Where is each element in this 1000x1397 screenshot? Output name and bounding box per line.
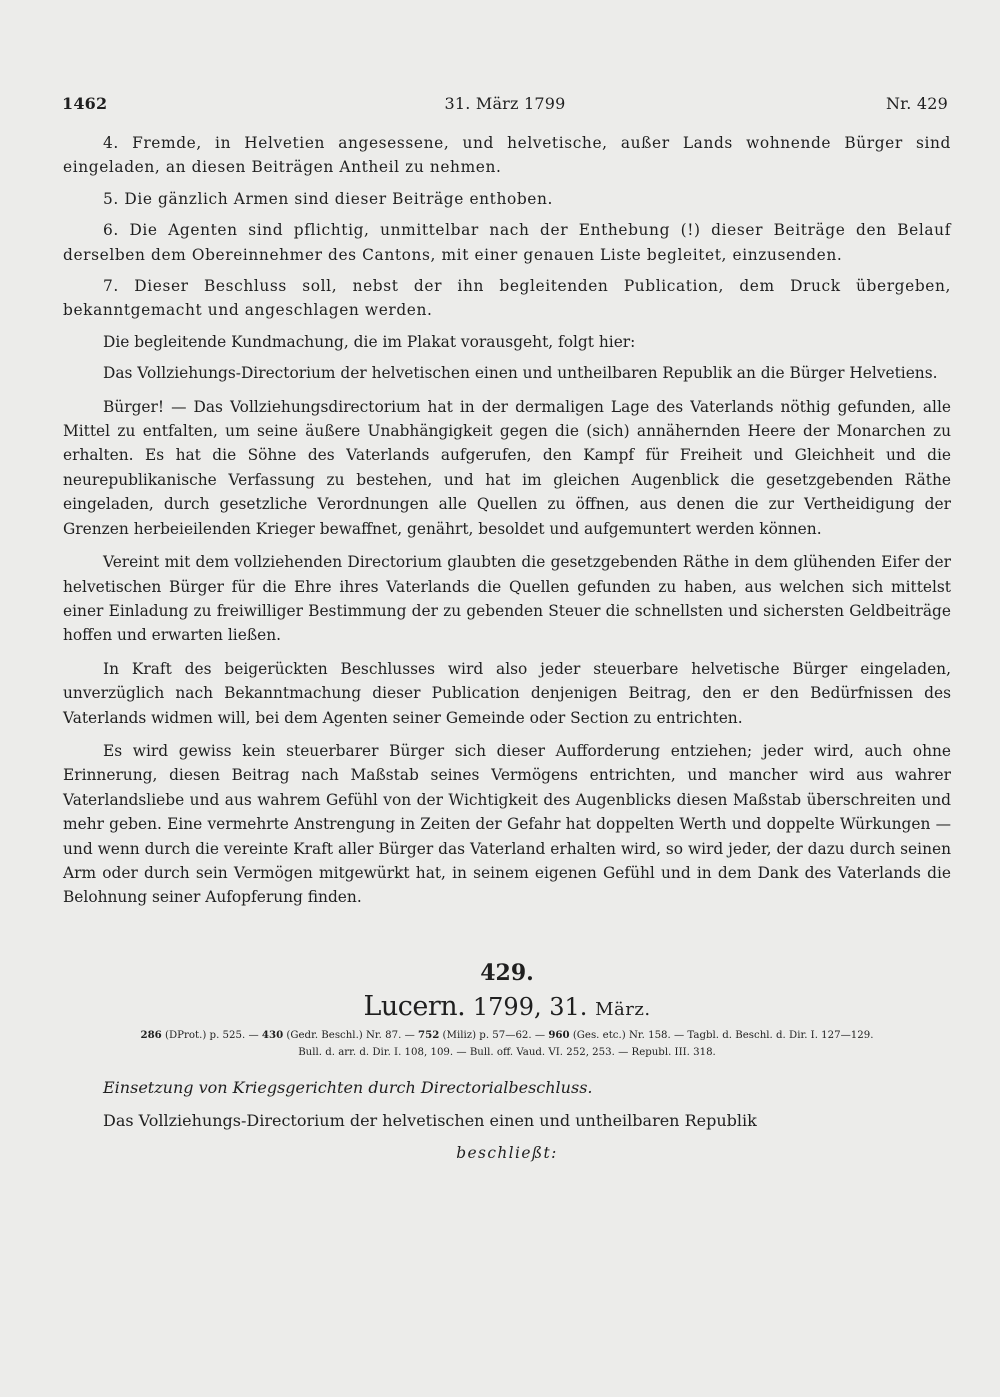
ref-line-2: Bull. d. arr. d. Dir. I. 108, 109. — Bull. off. Vaud. VI. 252, 253. — Republ. III. 318. [298, 1046, 716, 1058]
page-header [62, 94, 948, 116]
page-number: 1462 [62, 94, 108, 113]
paragraph-item-5: 5. Die gänzlich Armen sind dieser Beiträge enthoben. [103, 189, 554, 208]
proclamation-address: Das Vollziehungs-Directorium der helvetischen einen und untheilbaren Republik an die Bürger Helvetiens. [103, 364, 938, 383]
paragraph-item-6: 6. Die Agenten sind pflichtig, unmittelbar nach der Enthebung (!) dieser Beiträge den Belauf derselben dem Obereinnehmer des Cantons, mit einer genauen Liste begleitet, einzusenden. [63, 221, 951, 264]
document-month: März. [595, 998, 651, 1020]
proclamation-paragraph-2: Vereint mit dem vollziehenden Directorium glaubten die gesetzgebenden Räthe in dem glühenden Eifer der helvetischen Bürger für die Ehre ihres Vaterlands die Quellen gefunden zu haben, aus welchen sich mittelst einer Einladung zu freiwilliger Bestimmung der zu gebenden Steuer die schnellsten und sichersten Geldbeiträge hoffen und erwarten ließen. [63, 553, 951, 645]
document-place: Lucern. [363, 990, 466, 1022]
ref-text: (Gedr. Beschl.) Nr. 87. — [283, 1029, 419, 1041]
document-year: 1799, [472, 992, 542, 1021]
ref-text: (Miliz) p. 57—62. — [439, 1029, 549, 1041]
source-references [63, 1027, 951, 1061]
document-number: 429. [480, 959, 534, 986]
document-subtitle: Einsetzung von Kriegsgerichten durch Directorialbeschluss. [103, 1077, 593, 1097]
proclamation-intro: Die begleitende Kundmachung, die im Plakat vorausgeht, folgt hier: [103, 332, 636, 351]
decides-line: beschließt: [456, 1143, 558, 1162]
header-doc-ref: Nr. 429 [885, 94, 948, 113]
directorate-line: Das Vollziehungs-Directorium der helvetischen einen und untheilbaren Republik [103, 1111, 757, 1131]
header-date: 31. März 1799 [444, 94, 566, 113]
ref-text: (Ges. etc.) Nr. 158. — Tagbl. d. Beschl. d. Dir. I. 127—129. [569, 1029, 874, 1041]
proclamation-paragraph-3: In Kraft des beigerückten Beschlusses wird also jeder steuerbare helvetische Bürger eingeladen, unverzüglich nach Bekanntmachung dieser Publication denjenigen Beitrag, den er den Bedürfnissen des Vaterlands widmen will, bei dem Agenten seiner Gemeinde oder Section zu entrichten. [63, 659, 951, 727]
ref-number: 960 [548, 1028, 570, 1041]
paragraph-item-7: 7. Dieser Beschluss soll, nebst der ihn begleitenden Publication, dem Druck übergeben, bekanntgemacht und angeschlagen werden. [63, 277, 951, 320]
document-day: 31. [549, 992, 588, 1021]
ref-number: 752 [418, 1028, 440, 1041]
paragraph-item-4: 4. Fremde, in Helvetien angesessene, und helvetische, außer Lands wohnende Bürger sind eingeladen, an diesen Beiträgen Antheil zu nehmen. [63, 134, 951, 177]
page-body [63, 131, 951, 1165]
proclamation-paragraph-1: Bürger! — Das Vollziehungsdirectorium hat in der dermaligen Lage des Vaterlands nöthig gefunden, alle Mittel zu entfalten, um seine äußere Unabhängigkeit gegen die (sich) annähernden Heere der Monarchen zu erhalten. Es hat die Söhne des Vaterlands aufgerufen, den Kampf für Freiheit und Gleichheit und die neurepublikanische Verfassung zu bestehen, und hat im gleichen Augenblick die gesetzgebenden Räthe eingeladen, durch gesetzliche Verordnungen alle Quellen zu öffnen, aus denen die zur Vertheidigung der Grenzen herbeieilenden Krieger bewaffnet, genährt, besoldet und aufgemuntert werden können. [63, 397, 951, 538]
ref-number: 286 [140, 1028, 162, 1041]
ref-number: 430 [261, 1028, 284, 1041]
document-place-date [63, 990, 951, 1027]
ref-text: (DProt.) p. 525. — [161, 1029, 262, 1041]
proclamation-paragraph-4: Es wird gewiss kein steuerbarer Bürger sich dieser Aufforderung entziehen; jeder wird, auch ohne Erinnerung, diesen Beitrag nach Maßstab seines Vermögens entrichten, und mancher wird aus wahrer Vaterlandsliebe und aus wahrem Gefühl von der Wichtigkeit des Augenblicks diesen Maßstab überschreiten und mehr geben. Eine vermehrte Anstrengung in Zeiten der Gefahr hat doppelten Werth und doppelte Würkungen — und wenn durch die vereinte Kraft aller Bürger das Vaterland erhalten wird, so wird jeder, der dazu durch seinen Arm oder durch sein Vermögen mitgewürkt hat, in seinem eigenen Gefühl und in dem Dank des Vaterlands die Belohnung seiner Aufopferung finden. [63, 741, 952, 907]
